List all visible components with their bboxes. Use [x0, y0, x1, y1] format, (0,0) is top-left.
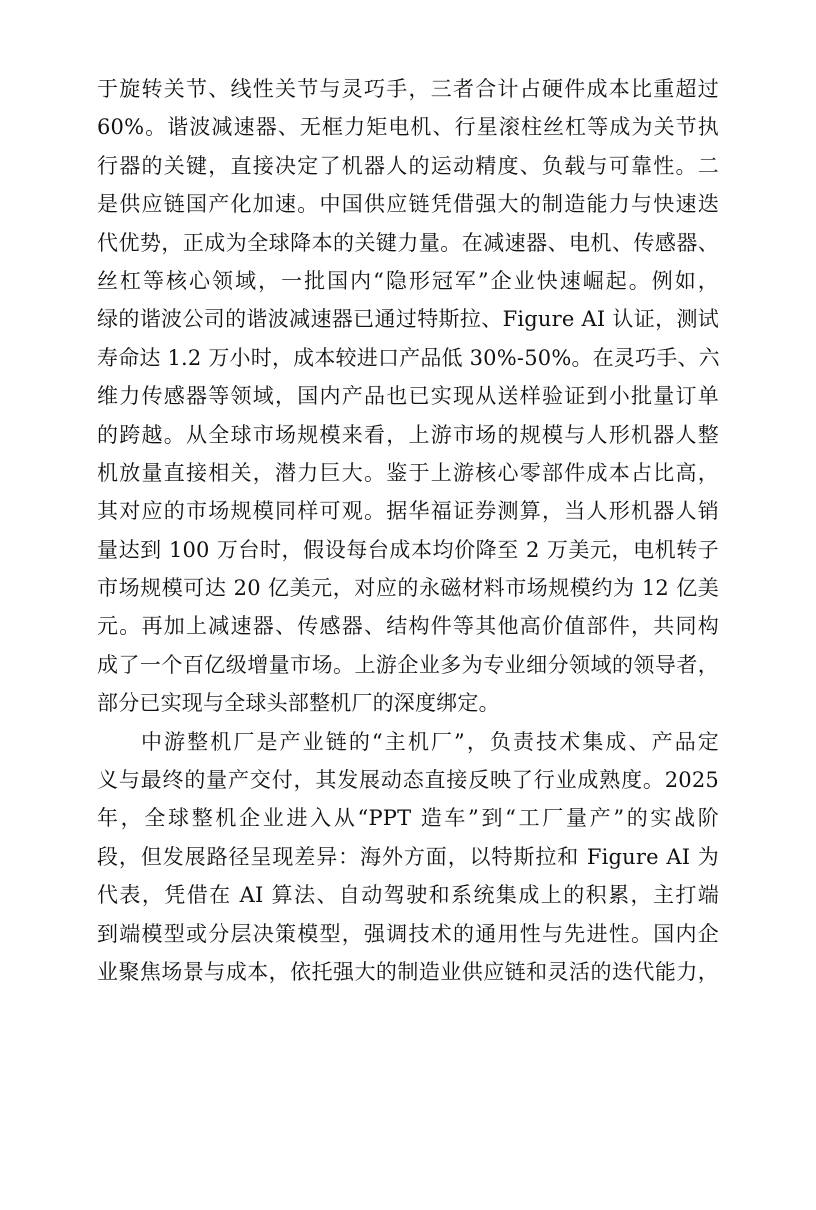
text-line: 成了一个百亿级增量市场。上游企业多为专业细分领域的领导者，	[97, 652, 719, 677]
text-line: 的跨越。从全球市场规模来看，上游市场的规模与人形机器人整	[97, 422, 719, 447]
text-line: 60%。谐波减速器、无框力矩电机、行星滚柱丝杠等成为关节执	[97, 115, 719, 140]
text-line: 部分已实现与全球头部整机厂的深度绑定。	[97, 691, 500, 716]
text-line: 是供应链国产化加速。中国供应链凭借强大的制造能力与快速迭	[97, 192, 719, 217]
text-line: 寿命达 1.2 万小时，成本较进口产品低 30%-50%。在灵巧手、六	[97, 345, 720, 370]
text-line: 量达到 100 万台时，假设每台成本均价降至 2 万美元，电机转子	[97, 537, 719, 562]
text-line: 业聚焦场景与成本，依托强大的制造业供应链和灵活的迭代能力，	[97, 959, 719, 984]
text-line: 到端模型或分层决策模型，强调技术的通用性与先进性。国内企	[97, 921, 719, 946]
text-line: 义与最终的量产交付，其发展动态直接反映了行业成熟度。2025	[97, 768, 719, 793]
text-line: 元。再加上减速器、传感器、结构件等其他高价值部件，共同构	[97, 614, 719, 639]
text-line: 维力传感器等领域，国内产品也已实现从送样验证到小批量订单	[97, 384, 719, 409]
text-line: 年，全球整机企业进入从“PPT 造车”到“工厂量产”的实战阶	[97, 806, 719, 831]
text-line: 中游整机厂是产业链的“主机厂”，负责技术集成、产品定	[141, 729, 719, 754]
body-text	[97, 70, 719, 991]
text-line: 绿的谐波公司的谐波减速器已通过特斯拉、Figure AI 认证，测试	[97, 307, 719, 332]
text-line: 代优势，正成为全球降本的关键力量。在减速器、电机、传感器、	[97, 230, 719, 255]
text-line: 丝杠等核心领域，一批国内“隐形冠军”企业快速崛起。例如，	[97, 268, 719, 293]
text-line: 市场规模可达 20 亿美元，对应的永磁材料市场规模约为 12 亿美	[97, 576, 719, 601]
text-line: 于旋转关节、线性关节与灵巧手，三者合计占硬件成本比重超过	[97, 77, 719, 101]
text-line: 其对应的市场规模同样可观。据华福证券测算，当人形机器人销	[97, 499, 719, 524]
text-line: 段，但发展路径呈现差异：海外方面，以特斯拉和 Figure AI 为	[97, 844, 719, 869]
text-line: 行器的关键，直接决定了机器人的运动精度、负载与可靠性。二	[97, 153, 719, 178]
text-line: 机放量直接相关，潜力巨大。鉴于上游核心零部件成本占比高，	[97, 460, 719, 485]
text-line: 代表，凭借在 AI 算法、自动驾驶和系统集成上的积累，主打端	[97, 883, 719, 908]
